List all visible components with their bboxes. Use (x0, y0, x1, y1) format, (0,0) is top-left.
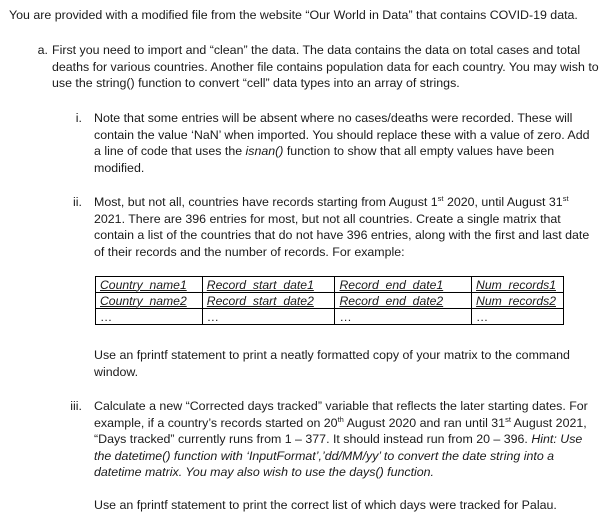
table-cell: Record_start_date2 (202, 293, 335, 309)
part-a-text: First you need to import and “clean” the data. The data contains the data on total cases and total deaths for various countries. Another file contains population data for each country. You may wish to use the string() function to convert “cell” data types into an array of strings. (52, 43, 599, 91)
part-a-label: a. (37, 43, 48, 57)
table-cell: Record_start_date1 (202, 277, 335, 293)
intro-text: You are provided with a modified file from the website “Our World in Data” that contains COVID-19 data. (9, 8, 578, 22)
part-i-text (94, 110, 594, 176)
part-ii-followup: Use an fprintf statement to print a neatly formatted copy of your matrix to the command window. (94, 348, 570, 379)
part-ii-text-1: Most, but not all, countries have records starting from August 1 (94, 195, 438, 209)
table-cell: Country_name2 (96, 293, 203, 309)
table-cell: … (472, 309, 564, 325)
part-iii-sup-2: st (505, 414, 511, 424)
table-cell: … (96, 309, 203, 325)
part-iii-hint: Hint: Use the datetime() function with ‘InputFormat’,’dd/MM/yy’ to convert the date string into a datetime matrix. You may also wish to use the days() function. (94, 432, 583, 480)
part-ii-sup-2: st (562, 193, 569, 203)
table-cell: … (335, 309, 472, 325)
part-i-text-after: function to show that all empty values have been modified. (94, 144, 555, 175)
part-iii-label: iii. (70, 399, 82, 413)
example-records-table (95, 276, 564, 325)
part-ii-label: ii. (73, 195, 82, 209)
table-cell: Record_end_date2 (335, 293, 472, 309)
isnan-function: isnan() (245, 144, 284, 159)
table-cell: Record_end_date1 (335, 277, 472, 293)
part-ii-text-2: 2020, until August 31 (443, 195, 563, 209)
table-cell: Num_records2 (472, 293, 564, 309)
part-ii-text (94, 194, 594, 260)
part-iii-text-3: August 2021, “Days tracked” currently runs from 1 – 377. It should instead run from 20 – 396. (94, 415, 587, 447)
part-iii-text-1: Calculate a new “Corrected days tracked” variable that reflects the later starting dates. For example, if a country’s records started on 20 (94, 399, 588, 430)
table-row (96, 293, 564, 309)
part-iii-followup: Use an fprintf statement to print the correct list of which days were tracked for Palau. (94, 498, 557, 512)
part-i-label: i. (75, 111, 82, 125)
table-row (96, 277, 564, 293)
part-iii-text-2: August 2020 and ran until 31 (343, 415, 506, 430)
part-ii-text-3: 2021. There are 396 entries for most, but not all countries. Create a single matrix that contain a list of the countries that do not have 396 entries, along with the first and last date of their records and the number of records. For example: (94, 211, 590, 259)
table-cell: Country_name1 (96, 277, 203, 293)
table-row (96, 309, 564, 325)
part-i-text-before: Note that some entries will be absent where no cases/deaths were recorded. These will contain the value ‘NaN’ when imported. You should replace these with a value of zero. Add a line of code that uses the (94, 111, 590, 159)
table-cell: … (202, 309, 335, 325)
part-iii-text (94, 398, 594, 481)
table-cell: Num_records1 (472, 277, 564, 293)
part-iii-sup-1: th (337, 414, 344, 424)
part-ii-sup-1: st (437, 193, 444, 203)
